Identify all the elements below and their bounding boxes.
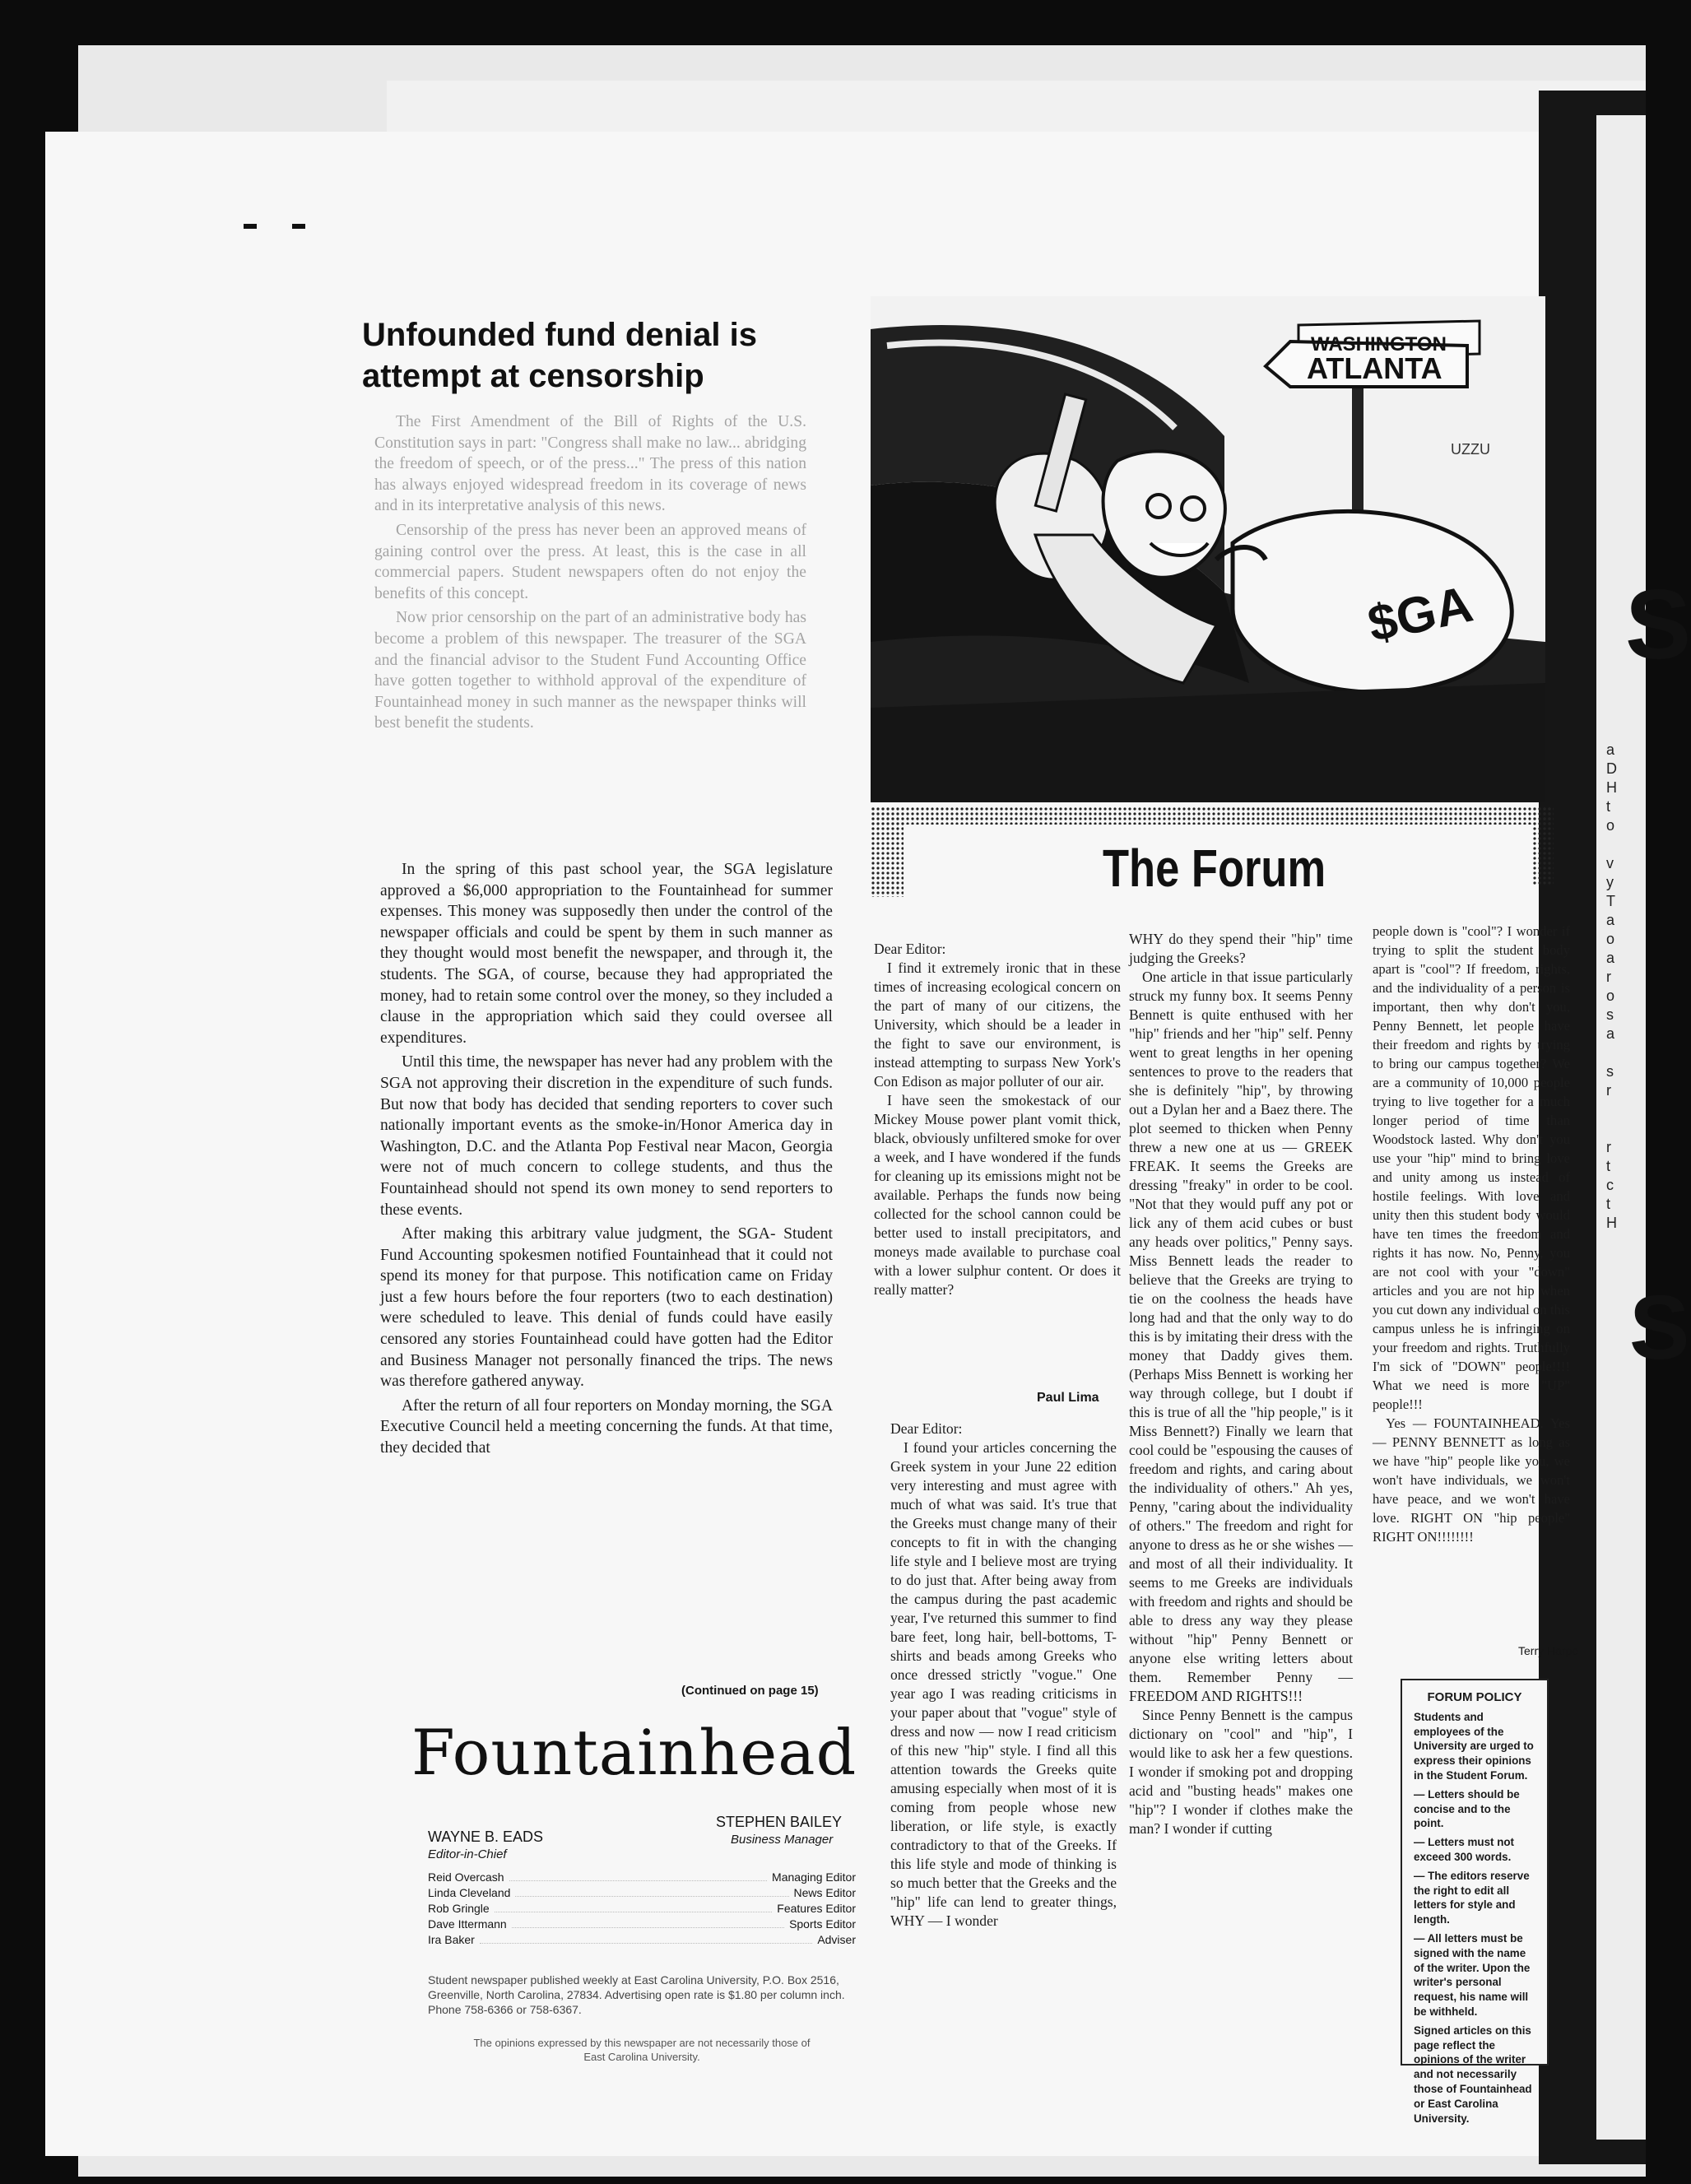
editorial-cartoon — [871, 296, 1545, 802]
paragraph: In the spring of this past school year, the SGA legislature approved a $6,000 appropriation to the Fountainhead for summer expenses. This money was supposedly then under the control of the newspaper officials and could be spent by them in such manner as they thought would most benefit the newspaper, and through it, the students. The SGA, of course, because they had appropriated the money, had to retain some control over the money, so they included a clause in the appropriation which said they could oversee all expenditures. — [380, 861, 833, 1047]
fragment-line-start: s — [1606, 1063, 1614, 1080]
fragment-line-start — [1606, 1100, 1647, 1119]
fragment-line-start: o — [1606, 987, 1615, 1004]
policy-line: Signed articles on this page reflect the opinions of the writer and not necessarily those of Fountainhead or East Carolina University. — [1414, 2024, 1532, 2125]
fragment-line-start: o — [1606, 931, 1615, 947]
opinion-disclaimer: The opinions expressed by this newspaper are not necessarily those of East Carolina University. — [473, 2037, 811, 2063]
letter-greek-system — [890, 1420, 1117, 1931]
fragment-line-start: t — [1606, 1196, 1611, 1212]
letter-continuation — [1129, 930, 1353, 1838]
fragment-line-start: t — [1606, 1158, 1611, 1174]
fragment-line-start: a — [1606, 1025, 1615, 1042]
paragraph: Until this time, the newspaper has never had any problem with the SGA not approving their discretion in the expenditure of such funds. But now that body has decided that sending reporters to cover such nationally important events as the smoke-in/Honor America day in Washington, D.C. and the Atlanta Pop Festival near Macon, Georgia were not of much concern to college students, and thus the Fountainhead should not spend its own money to send reporters to these events. — [380, 1053, 833, 1219]
letter-paragraph: Yes — FOUNTAINHEAD. Yes — PENNY BENNETT as long as we have "hip" people like you, we won't have individuals, we won't have peace, and we won't have love. RIGHT ON "hip people" RIGHT ON!!!!!!!! — [1373, 1415, 1570, 1545]
fragment-line-start: H — [1606, 1215, 1617, 1231]
fragment-line-start: r — [1606, 1139, 1611, 1155]
staff-row — [428, 1870, 856, 1885]
paragraph: After making this arbitrary value judgment, the SGA- Student Fund Accounting spokesmen notified Fountainhead that it could not spend its money for that purpose. This notification came on Friday just a few hours before the four reporters (two to each destination) were scheduled to leave. This denial of funds could have easily censored any stories Fountainhead could have gotten had the Editor and Business Manager not personally financed the trips. The news was therefore gathered anyway. — [380, 1225, 833, 1391]
letter-signature: Paul Lima — [1037, 1391, 1099, 1405]
fragment-line-start: a — [1606, 950, 1615, 966]
fragment-line-start: a — [1606, 741, 1615, 758]
letter-salutation: Dear Editor: — [890, 1420, 963, 1437]
fragment-line-start: t — [1606, 798, 1611, 815]
fragment-line-start: r — [1606, 969, 1611, 985]
paragraph: Now prior censorship on the part of an administrative body has become a problem of this newspaper. The treasurer of the SGA and the financial advisor to the Student Fund Accounting Office have gotten together to withhold approval of the expenditure of Fountainhead money in such manner as the newspaper thinks will best benefit the students. — [374, 609, 806, 732]
staff-name: Dave Ittermann — [428, 1917, 507, 1931]
staff-role: News Editor — [793, 1886, 856, 1899]
staff-list — [428, 1870, 856, 1948]
editorial-body — [380, 859, 833, 1462]
fragment-line-start: c — [1606, 1177, 1614, 1193]
fragment-line-start: y — [1606, 874, 1614, 890]
scan-mark — [244, 224, 257, 229]
letter-paragraph: people down is "cool"? I wonder if trying to split the student body apart is "cool"? If freedom, rights, and the individuality of a person is important, then why don't you, Penny Bennett, let people have their freedom and rights by trying to bring our campus together? We are a community of 10,000 people trying to live together for a much longer period of time than Woodstock lasted. Why don't you use your "hip" mind to bring love and unity among us instead of hostile feelings. With love and unity then this student body would have ten times the freedom and rights it has now. No, Penny, you are not cool with your "down" articles and you are not hip when you cut down any individual on this campus unless he is infringing on your freedom and rights. Truthfully I'm sick of "DOWN" people!!!! What we need is more "UP" people!!! — [1373, 923, 1570, 1412]
editorial-headline: Unfounded fund denial is attempt at censorship — [362, 317, 757, 394]
letter-paragraph: WHY do they spend their "hip" time judging the Greeks? — [1129, 931, 1353, 966]
fragment-line-start: s — [1606, 1006, 1614, 1023]
forum-title: The Forum — [1103, 839, 1326, 898]
policy-line: — The editors reserve the right to edit all letters for style and length. — [1414, 1869, 1530, 1926]
fragment-line-start: H — [1606, 779, 1617, 796]
letter-paragraph: One article in that issue particularly struck my funny box. It seems Penny Bennett is quite enthused with her "hip" friends and her "hip" self. Penny went to great lengths in her opening sentences to prove to the readers that she is definitely "hip", by throwing out a Dylan her and a Baez there. The plot seemed to thicken when Penny threw a new one at us — GREEK FREAK. It seems the Greeks are dressing "freaky" in order to be cool. "Not that they would puff any pot or lick any of them acid cubes or bust any heads over politics," Penny says. Miss Bennett leads the reader to believe that the Greeks are trying to tie on the coolness the heads have long had and that the only way to do this is by imitating their dress with the money that Daddy gives them. (Perhaps Miss Bennett is working her way through college, but I doubt if this is true of all the "hip people," is it Miss Bennett?) Finally we learn that cool could be "espousing the causes of freedom and rights, and caring about the individuality of others." Ah yes, Penny, "caring about the individuality of others." The freedom and right for anyone to dress as he or she wishes — and most of all their individuality. It seems to me Greeks are individuals with freedom and rights and should be able to dress any way they please without "hip" Penny Bennett or anyone else writing letters about them. Remember Penny — FREEDOM AND RIGHTS!!! — [1129, 969, 1353, 1704]
staff-name: Ira Baker — [428, 1933, 475, 1946]
staff-name: Reid Overcash — [428, 1870, 504, 1884]
staff-role: Features Editor — [777, 1902, 856, 1915]
letter-paul-lima — [874, 940, 1121, 1299]
fragment-line-start: D — [1606, 760, 1617, 777]
paragraph: After the return of all four reporters on Monday morning, the SGA Executive Council held a meeting concerning the funds. At that time, they decided that — [380, 1396, 833, 1457]
staff-row — [428, 1885, 856, 1901]
staff-role: Adviser — [817, 1933, 856, 1946]
fragment-line-start: T — [1606, 893, 1615, 909]
letter-paragraph: I found your articles concerning the Greek system in your June 22 edition very interesting and must agree with much of what was said. It's true that the Greeks must change many of their concepts to fit in with the changing life style and I believe most are trying to do just that. After being away from the campus during the past academic year, I've returned this summer to find bare feet, long hair, bell-bottoms, T-shirts and beads among Greeks who once dressed strictly "vogue." One year ago I was reading criticisms in your paper about that "vogue" style of dress and now — now I read criticism of this new "hip" style. I find all this attention towards the Greeks quite amusing especially when most of it is coming from people whose new liberation, or life style, is exactly contradictory to that of the Greeks. If this life style and mode of thinking is so much better that the Greeks and the "hip" life can lend to greater things, WHY — I wonder — [890, 1439, 1117, 1929]
forum-policy-box — [1401, 1679, 1549, 2125]
fragment-line-start — [1606, 835, 1647, 854]
masthead-logo: Fountainhead — [411, 1716, 857, 1789]
policy-line: — Letters must not exceed 300 words. — [1414, 1836, 1515, 1863]
fragment-line-start: a — [1606, 912, 1615, 928]
fragment-line-start: o — [1606, 817, 1615, 834]
scan-mark — [292, 224, 305, 229]
letter-salutation: Dear Editor: — [874, 941, 946, 957]
letter-continuation — [1373, 922, 1570, 1546]
staff-name: Linda Cleveland — [428, 1886, 511, 1899]
staff-name: Rob Gringle — [428, 1902, 490, 1915]
policy-line: — All letters must be signed with the name of the writer. Upon the writer's personal request, his name will be withheld. — [1414, 1931, 1531, 2018]
bag-label: $GA — [1363, 575, 1478, 653]
publisher-note: Student newspaper published weekly at East Carolina University, P.O. Box 2516, Greenville, North Carolina, 27834. Advertising open rate is $1.80 per column inch. Phone 758-6366 or 758-6367. — [428, 1973, 845, 2016]
letter-paragraph: I have seen the smokestack of our Mickey Mouse power plant vomit thick, black, obviously unfiltered smoke for over a week, and I have wondered if the funds for cleaning up its emissions might not be available. Perhaps the funds now being collected for the school cannon could be better used to install precipitators, and moneys made available to purchase coal with a lower sulphur content. Or does it really matter? — [874, 1092, 1121, 1298]
sign-washington-text: WASHINGTON — [1311, 333, 1447, 355]
staff-role: Sports Editor — [789, 1917, 856, 1931]
adjacent-page-text-fragment — [1606, 741, 1647, 1233]
staff-row — [428, 1932, 856, 1948]
paragraph: Censorship of the press has never been an approved means of gaining control over the press. At least, this is the case in all commercial papers. Student newspapers often do not enjoy the benefits of this concept. — [374, 521, 806, 602]
letter-signature: Terry Harpe — [1518, 1644, 1579, 1657]
manager-title: Business Manager — [731, 1833, 834, 1847]
adjacent-page-headline-letter: S — [1629, 1277, 1690, 1378]
editor-title: Editor-in-Chief — [428, 1847, 507, 1861]
editor-name: WAYNE B. EADS — [428, 1829, 544, 1845]
staff-row — [428, 1917, 856, 1932]
fragment-line-start — [1606, 1043, 1647, 1062]
policy-line: — Letters should be concise and to the point. — [1414, 1787, 1520, 1830]
manager-name: STEPHEN BAILEY — [716, 1814, 843, 1830]
editorial-faded-text — [374, 411, 806, 737]
artist-signature: UZZU — [1451, 441, 1490, 458]
policy-line: Students and employees of the University are urged to express their opinions in the Student Forum. — [1414, 1710, 1534, 1782]
staff-role: Managing Editor — [772, 1870, 856, 1884]
adjacent-page-headline-letter: S — [1625, 569, 1691, 680]
continued-note: (Continued on page 15) — [681, 1684, 819, 1698]
fragment-line-start: v — [1606, 855, 1614, 871]
letter-paragraph: Since Penny Bennett is the campus dictionary on "cool" and "hip", I would like to ask her a few questions. I wonder if smoking pot and dropping acid and "busting heads" makes one "hip"? I wonder if clothes make the man? I wonder if cutting — [1129, 1707, 1353, 1837]
fragment-line-start — [1606, 1119, 1647, 1138]
sign-atlanta-text: ATLANTA — [1307, 351, 1442, 385]
paragraph: The First Amendment of the Bill of Rights of the U.S. Constitution says in part: "Congress shall make no law... abridging the freedom of speech, or of the press..." The press of this nation has always enjoyed widespread freedom in its coverage of news and in its interpretative analysis of this news. — [374, 413, 806, 515]
policy-title: FORUM POLICY — [1427, 1690, 1522, 1704]
letter-paragraph: I find it extremely ironic that in these times of increasing ecological concern on the part of many of our citizens, the University, which should be a leader in the fight to save our environment, is instead attempting to surpass New York's Con Edison as major polluter of our air. — [874, 960, 1121, 1090]
staff-row — [428, 1901, 856, 1917]
fragment-line-start: r — [1606, 1082, 1611, 1099]
